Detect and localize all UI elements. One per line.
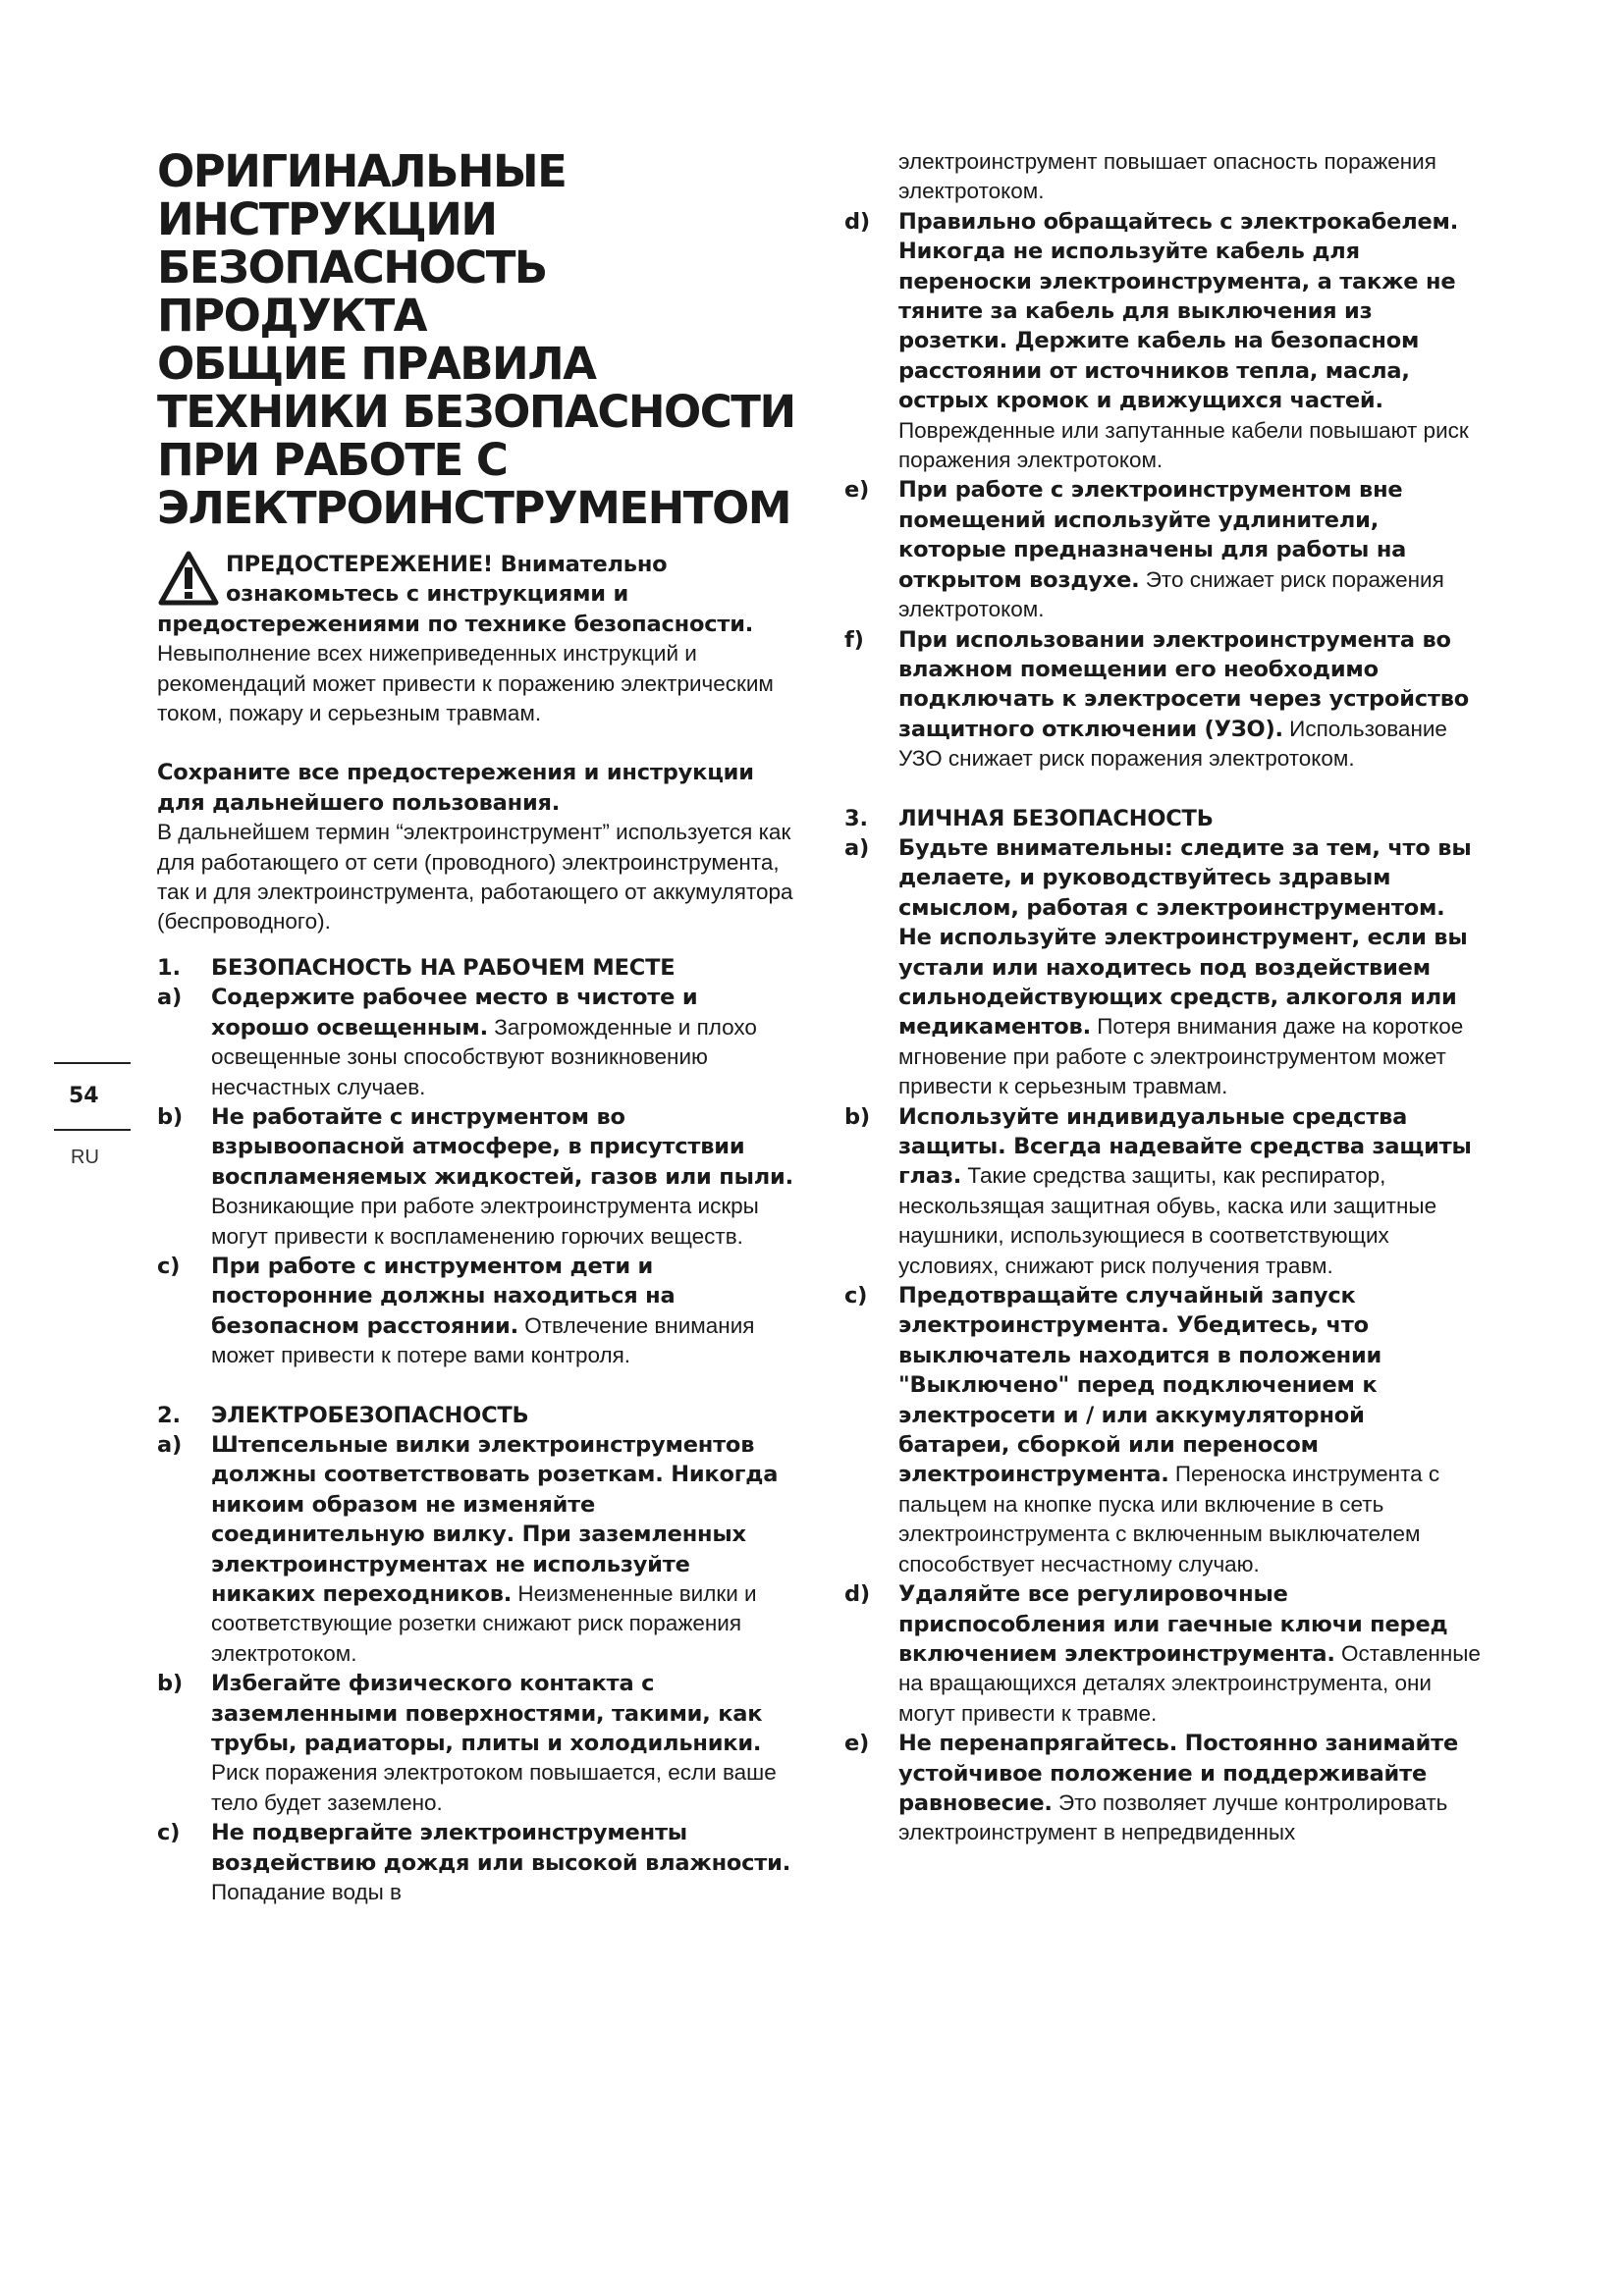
item-text: Использование УЗО снижает риск поражения электротоком.: [898, 716, 1447, 772]
item-text: Потеря внимания даже на короткое мгновение при работе с электроинструментом может привести к серьезным травмам.: [898, 1014, 1464, 1099]
section-number: 1.: [157, 954, 181, 981]
section-number: 3.: [844, 805, 868, 831]
warning-block: [157, 550, 795, 728]
item-label: c): [844, 1283, 868, 1309]
title-line: БЕЗОПАСНОСТЬ: [157, 241, 547, 294]
item-label: d): [844, 1581, 870, 1608]
item-label: e): [844, 1731, 870, 1757]
title-line: ОБЩИЕ ПРАВИЛА: [157, 338, 596, 390]
item-bold: Предотвращайте случайный запуск электроинструмента. Убедитесь, что выключатель находится в положении "Выключено" перед подключением к электросети и / или аккумуляторной батареи, сборкой или переносом электроинструмента.: [898, 1283, 1382, 1488]
item-bold: Избегайте физического контакта с заземленными поверхностями, такими, как трубы, радиаторы, плиты и холодильники.: [211, 1671, 763, 1757]
item-bold: При работе с электроинструментом вне помещений используйте удлинители, которые предназначены для работы на открытом воздухе.: [898, 477, 1407, 593]
item-label: b): [157, 1103, 183, 1130]
item-text: Отвлечение внимания может привести к потере вами контроля.: [211, 1312, 755, 1368]
item-bold: Будьте внимательны: следите за тем, что вы делаете, и руководствуйтесь здравым смыслом, работая с электроинструментом. Не используйте электроинструмент, если вы устали или находитесь под воздействием сильнодействующих средств, алкоголя или медикаментов.: [898, 834, 1472, 1041]
section-1-heading: [157, 953, 795, 983]
page-marker-line-top: [54, 1062, 131, 1064]
section-3-heading: [844, 804, 1483, 833]
item-bold: При работе с инструментом дети и посторонние должны находиться на безопасном расстоянии.: [211, 1253, 676, 1339]
list-item: [157, 1818, 795, 1907]
list-item: [157, 1252, 795, 1371]
list-item: [844, 207, 1483, 476]
item-text: Попадание воды в: [211, 1880, 403, 1905]
language-code: RU: [71, 1147, 99, 1168]
list-item: [157, 1669, 795, 1818]
title-line: ТЕХНИКИ БЕЗОПАСНОСТИ: [157, 386, 795, 438]
section-title: ЛИЧНАЯ БЕЗОПАСНОСТЬ: [898, 805, 1214, 831]
item-bold: Не работайте с инструментом во взрывоопасной атмосфере, в присутствии воспламеняемых жидкостей, газов или пыли.: [211, 1103, 793, 1190]
right-column: [844, 147, 1483, 1848]
title-line: ИНСТРУКЦИИ: [157, 193, 497, 245]
save-text: В дальнейшем термин “электроинструмент” используется как для работающего от сети (проводного) электроинструмента, так и для электроинструмента, работающего от аккумулятора (беспроводного).: [157, 820, 793, 934]
item-label: a): [157, 1431, 183, 1458]
section-number: 2.: [157, 1402, 181, 1428]
save-bold: Сохраните все предостережения и инструкции для дальнейшего пользования.: [157, 760, 754, 816]
continuation-text: [844, 147, 1483, 207]
save-instructions: [157, 758, 795, 936]
list-item: [844, 475, 1483, 624]
list-item: [844, 1729, 1483, 1848]
item-text: Неизмененные вилки и соответствующие розетки снижают риск поражения электротоком.: [211, 1581, 757, 1666]
item-label: a): [157, 985, 183, 1011]
item-bold: Не перенапрягайтесь. Постоянно занимайте устойчивое положение и поддерживайте равновесие.: [898, 1731, 1459, 1816]
item-bold: Правильно обращайтесь с электрокабелем. Никогда не используйте кабель для переноски электроинструмента, а также не тяните за кабель для выключения из розетки. Держите кабель на безопасном расстоянии от источников тепла, масла, острых кромок и движущихся частей.: [898, 208, 1459, 414]
item-text: Оставленные на вращающихся деталях электроинструмента, они могут привести к травме.: [898, 1640, 1481, 1726]
item-bold: Штепсельные вилки электроинструментов должны соответствовать розеткам. Никогда никоим образом не изменяйте соединительную вилку. При заземленных электроинструментах не используйте никаких переходников.: [211, 1431, 779, 1607]
item-bold: Не подвергайте электроинструменты воздействию дождя или высокой влажности.: [211, 1820, 791, 1876]
title-line: ЭЛЕКТРОИНСТРУМЕНТОМ: [157, 482, 790, 534]
list-item: [844, 625, 1483, 774]
title-line: ПРИ РАБОТЕ С: [157, 434, 508, 486]
item-label: b): [157, 1671, 183, 1697]
item-text: Это позволяет лучше контролировать электроинструмент в непредвиденных: [898, 1789, 1448, 1845]
list-item: [157, 983, 795, 1102]
section-2-heading: [157, 1401, 795, 1430]
left-column: [157, 550, 795, 1907]
list-item: [157, 1102, 795, 1252]
list-item: [844, 1102, 1483, 1281]
item-bold: Содержите рабочее место в чистоте и хорошо освещенным.: [211, 985, 698, 1041]
item-bold: Удаляйте все регулировочные приспособления или гаечные ключи перед включением электроинструмента.: [898, 1581, 1448, 1667]
item-label: d): [844, 208, 870, 235]
item-text: Это снижает риск поражения электротоком.: [898, 566, 1444, 622]
list-item: [844, 1579, 1483, 1729]
list-item: [844, 833, 1483, 1102]
item-text: Поврежденные или запутанные кабели повышают риск поражения электротоком.: [898, 417, 1469, 473]
item-label: e): [844, 477, 870, 504]
title-line: ОРИГИНАЛЬНЫЕ: [157, 145, 567, 197]
item-label: c): [157, 1820, 181, 1846]
item-bold: При использовании электроинструмента во влажном помещении его необходимо подключать к электросети через устройство защитного отключении (УЗО).: [898, 626, 1470, 742]
list-item: [844, 1281, 1483, 1579]
item-text: Переноска инструмента с пальцем на кнопке пуска или включение в сеть электроинструмента с включенным выключателем способствует несчастному случаю.: [898, 1462, 1440, 1576]
section-title: ЭЛЕКТРОБЕЗОПАСНОСТЬ: [211, 1402, 529, 1428]
item-text: Возникающие при работе электроинструмента искры могут привести к воспламенению горючих веществ.: [211, 1194, 759, 1249]
item-label: a): [844, 834, 870, 861]
page-marker-line-bottom: [54, 1129, 131, 1131]
item-text: Такие средства защиты, как респиратор, нескользящая защитная обувь, каска или защитные наушники, использующиеся в соответствующих условиях, снижают риск получения травм.: [898, 1163, 1437, 1278]
item-label: b): [844, 1103, 870, 1130]
list-item: [157, 1430, 795, 1669]
section-title: БЕЗОПАСНОСТЬ НА РАБОЧЕМ МЕСТЕ: [211, 954, 676, 981]
page-number: 54: [69, 1084, 99, 1108]
item-bold: Используйте индивидуальные средства защиты. Всегда надевайте средства защиты глаз.: [898, 1103, 1472, 1190]
item-text: Риск поражения электротоком повышается, если ваше тело будет заземлено.: [211, 1760, 777, 1815]
item-label: f): [844, 626, 864, 653]
item-label: c): [157, 1253, 181, 1279]
warning-bold: ПРЕДОСТЕРЕЖЕНИЕ! Внимательно ознакомьтесь с инструкциями и предостережениями по технике безопасности.: [157, 552, 754, 637]
title-line: ПРОДУКТА: [157, 290, 426, 342]
warning-text: Невыполнение всех нижеприведенных инструкций и рекомендаций может привести к поражению электрическим током, пожару и серьезным травмам.: [157, 641, 774, 726]
item-text: электроинструмент повышает опасность поражения электротоком.: [898, 149, 1436, 204]
document-title: [157, 147, 844, 532]
warning-triangle-icon: [157, 550, 220, 609]
item-text: Загроможденные и плохо освещенные зоны способствуют возникновению несчастных случаев.: [211, 1014, 757, 1099]
